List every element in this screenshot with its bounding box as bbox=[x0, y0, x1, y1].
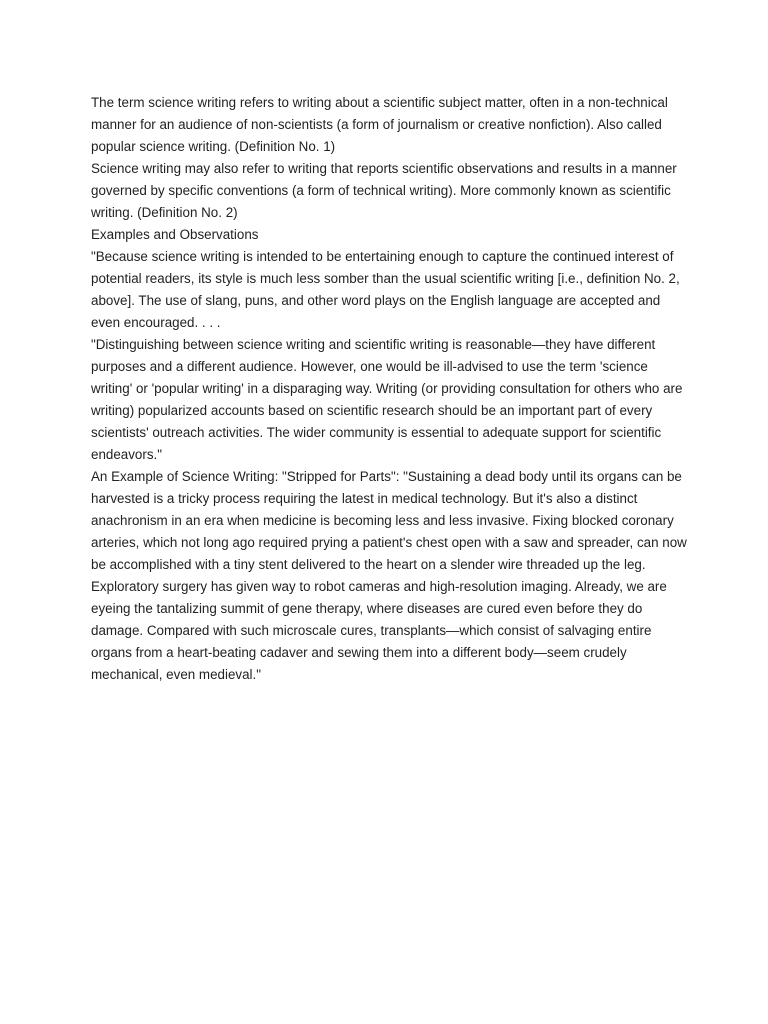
example-paragraph: An Example of Science Writing: "Stripped for Parts": "Sustaining a dead body until its organs can be harvested is a tricky process requiring the latest in medical technology. But it's also a distinct anachronism in an era when medicine is becoming less and less invasive. Fixing blocked coronary arteries, which not long ago required prying a patient's chest open with a saw and spreader, can now be accomplished with a tiny stent delivered to the heart on a slender wire threaded up the leg. Exploratory surgery has given way to robot cameras and high-resolution imaging. Already, we are eyeing the tantalizing summit of gene therapy, where diseases are cured even before they do damage. Compared with such microscale cures, transplants—which consist of salvaging entire organs from a heart-beating cadaver and sewing them into a different body—seem crudely mechanical, even medieval." bbox=[91, 469, 687, 682]
quote-1-paragraph: "Because science writing is intended to be entertaining enough to capture the continued interest of potential readers, its style is much less somber than the usual scientific writing [i.e., definition No. 2, above]. The use of slang, puns, and other word plays on the English language are accepted and even encouraged. . . . bbox=[91, 249, 680, 330]
examples-heading: Examples and Observations bbox=[91, 227, 259, 242]
definition-2-paragraph: Science writing may also refer to writing that reports scientific observations and results in a manner governed by specific conventions (a form of technical writing). More commonly known as scientific writing. (Definition No. 2) bbox=[91, 161, 677, 220]
definition-1-paragraph: The term science writing refers to writing about a scientific subject matter, often in a non-technical manner for an audience of non-scientists (a form of journalism or creative nonfiction). Also called popular science writing. (Definition No. 1) bbox=[91, 95, 668, 154]
document-page bbox=[91, 92, 691, 686]
quote-2-paragraph: "Distinguishing between science writing and scientific writing is reasonable—they have different purposes and a different audience. However, one would be ill-advised to use the term 'science writing' or 'popular writing' in a disparaging way. Writing (or providing consultation for others who are writing) popularized accounts based on scientific research should be an important part of every scientists' outreach activities. The wider community is essential to adequate support for scientific endeavors." bbox=[91, 337, 683, 462]
